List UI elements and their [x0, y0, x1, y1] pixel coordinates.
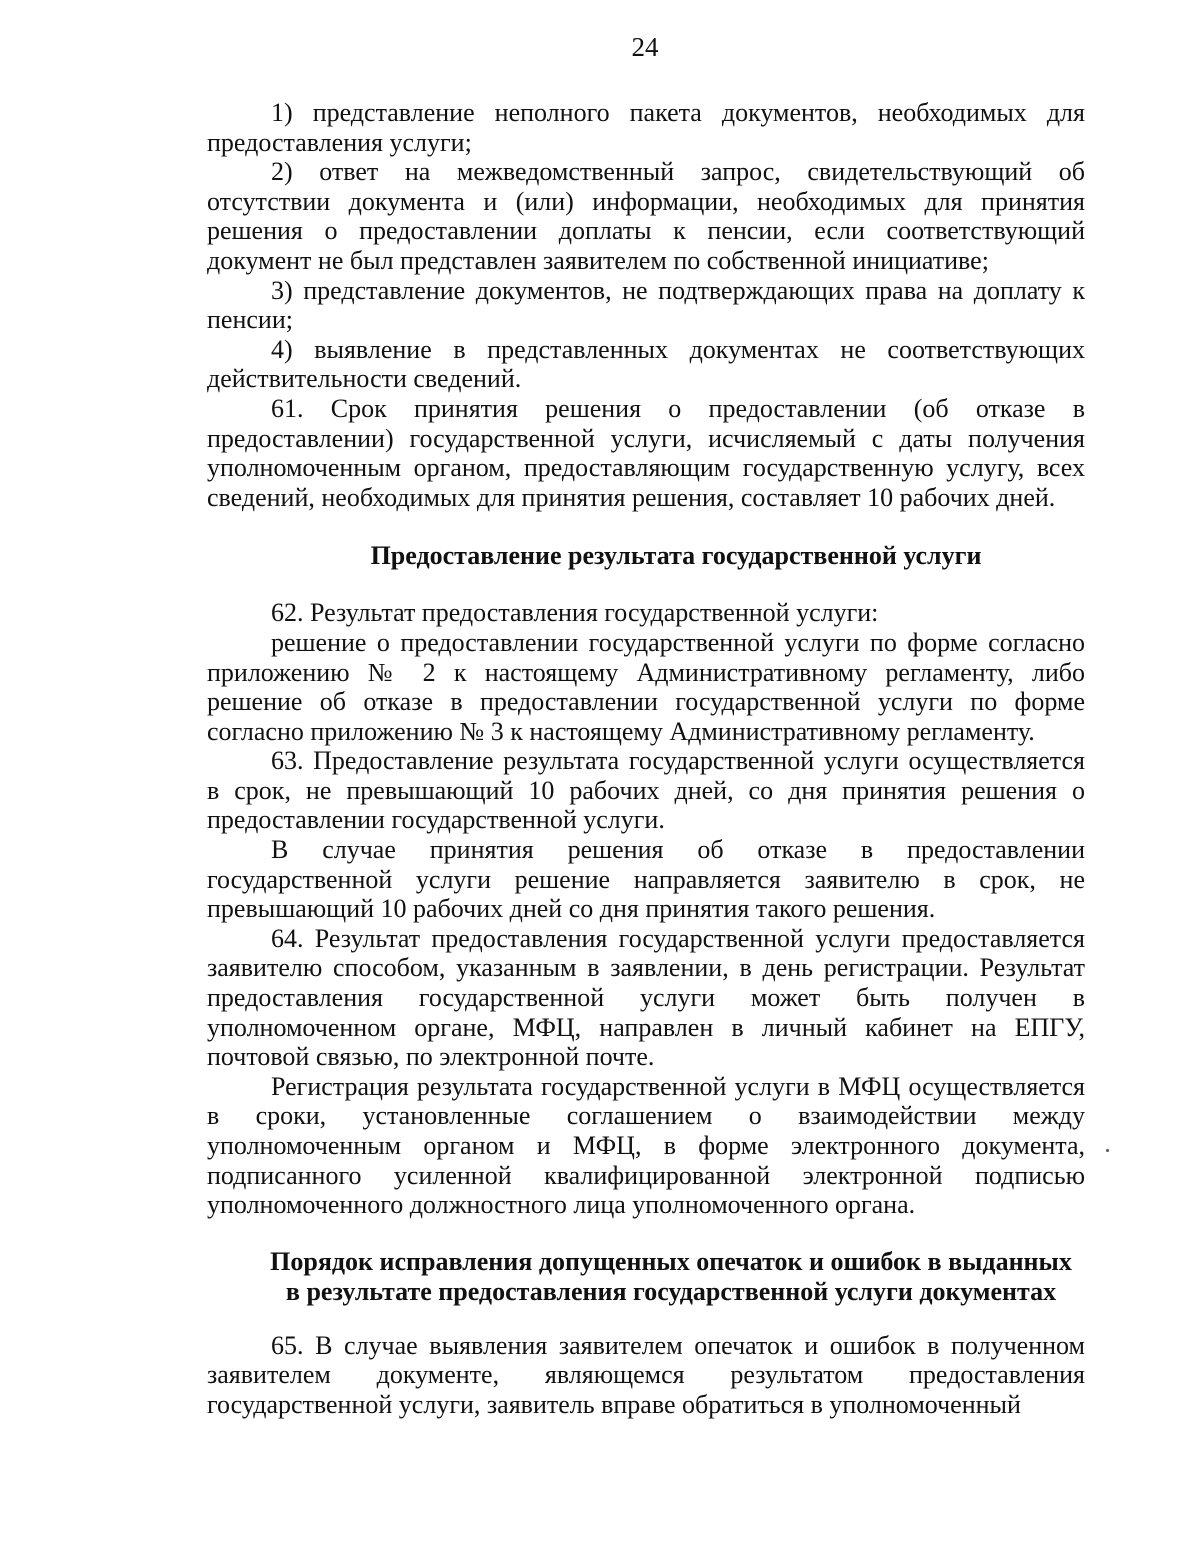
paragraph-63: 63. Предоставление результата государственной услуги осуществляется в срок, не превышающий 10 рабочих дней, со дня принятия решения о предоставлении государственной услуги.: [207, 746, 1085, 835]
section-heading-correction: [207, 1247, 1085, 1307]
paragraph-64: 64. Результат предоставления государственной услуги предоставляется заявителю способом, указанным в заявлении, в день регистрации. Результат предоставления государственной услуги может быть получен в уполномоченном органе, МФЦ, направлен в личный кабинет на ЕПГУ, почтовой связью, по электронной почте.: [207, 923, 1085, 1072]
paragraph-item-2: 2) ответ на межведомственный запрос, свидетельствующий об отсутствии документа и (или) информации, необходимых для принятия решения о предоставлении доплаты к пенсии, если соответствующий документ не был представлен заявителем по собственной инициативе;: [207, 157, 1085, 275]
paragraph-62-decision: решение о предоставлении государственной услуги по форме согласно приложению № 2 к настоящему Административному регламенту, либо решение об отказе в предоставлении государственной услуги по форме согласно приложению № 3 к настоящему Административному регламенту.: [207, 627, 1085, 746]
paragraph-item-4: 4) выявление в представленных документах не соответствующих действительности сведений.: [207, 334, 1085, 394]
document-body: [207, 98, 1085, 1420]
scan-speck-mark: [1106, 1149, 1109, 1152]
paragraph-item-3: 3) представление документов, не подтверждающих права на доплату к пенсии;: [207, 275, 1085, 335]
paragraph-61: 61. Срок принятия решения о предоставлении (об отказе в предоставлении) государственной услуги, исчисляемый с даты получения уполномоченным органом, предоставляющим государственную услугу, всех сведений, необходимых для принятия решения, составляет 10 рабочих дней.: [207, 393, 1085, 512]
section-heading-result: Предоставление результата государственной услуги: [370, 541, 982, 571]
paragraph-65: 65. В случае выявления заявителем опечаток и ошибок в полученном заявителем документе, являющемся результатом предоставления государственной услуги, заявитель вправе обратиться в уполномоченный: [207, 1330, 1085, 1419]
paragraph-64-registration: Регистрация результата государственной услуги в МФЦ осуществляется в сроки, установленные соглашением о взаимодействии между уполномоченным органом и МФЦ, в форме электронного документа, подписанного усиленной квалифицированной электронной подписью уполномоченного должностного лица уполномоченного органа.: [207, 1071, 1085, 1220]
section-heading-correction-line2: в результате предоставления государственной услуги документах: [285, 1276, 1057, 1306]
section-heading-correction-line1: Порядок исправления допущенных опечаток и ошибок в выданных: [270, 1246, 1072, 1276]
paragraph-63-refusal: В случае принятия решения об отказе в предоставлении государственной услуги решение направляется заявителю в срок, не превышающий 10 рабочих дней со дня принятия такого решения.: [207, 835, 1085, 924]
paragraph-item-1: 1) представление неполного пакета документов, необходимых для предоставления услуги;: [207, 98, 1085, 157]
paragraph-62: 62. Результат предоставления государственной услуги:: [271, 598, 879, 628]
page-number: 24: [631, 32, 659, 62]
